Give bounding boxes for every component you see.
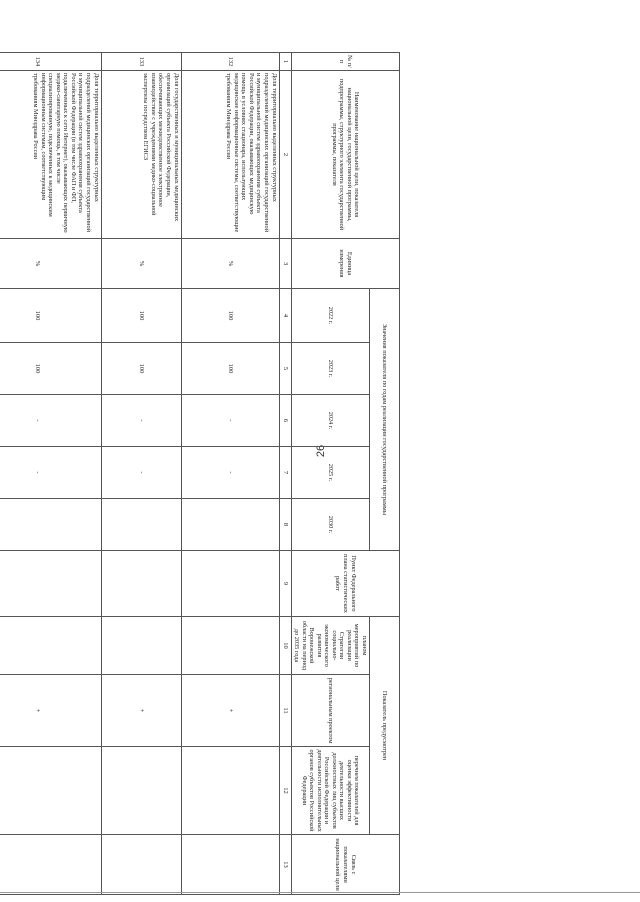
- header-2030: 2030 г.: [291, 499, 369, 551]
- row-2022: 100: [101, 289, 181, 343]
- header-p10: планом мероприятий по реализации Стратегии социально-экономического развития Воронежской области на период до 2035 года: [291, 617, 369, 675]
- header-num: № п/п: [291, 53, 399, 71]
- row-2024: -: [101, 395, 181, 447]
- row-2022: 100: [0, 289, 101, 343]
- colnum: 9: [279, 551, 291, 617]
- row-unit: %: [181, 239, 279, 289]
- row-p10: [101, 617, 181, 675]
- table-row: [101, 53, 181, 895]
- rotated-table-container: [5, 52, 400, 894]
- row-2030: [181, 499, 279, 551]
- header-values-group: Значения показателя по годам реализации государственной программы: [370, 289, 400, 551]
- indicators-table: [0, 52, 400, 895]
- row-p12: [101, 747, 181, 835]
- page-bottom-rule: [0, 892, 640, 893]
- header-2022: 2022 г.: [291, 289, 369, 343]
- column-numbers-row: [279, 53, 291, 895]
- colnum: 5: [279, 343, 291, 395]
- row-fedplan: [181, 551, 279, 617]
- row-link: [181, 835, 279, 895]
- row-2023: 100: [181, 343, 279, 395]
- table-row: [181, 53, 279, 895]
- row-p11: +: [101, 675, 181, 747]
- row-2023: 100: [101, 343, 181, 395]
- colnum: 3: [279, 239, 291, 289]
- colnum: 2: [279, 71, 291, 239]
- row-p12: [0, 747, 101, 835]
- row-p11: +: [0, 675, 101, 747]
- row-p10: [0, 617, 101, 675]
- header-fedplan: Пункт Федерального плана статистических работ: [291, 551, 399, 617]
- row-unit: %: [101, 239, 181, 289]
- colnum: 6: [279, 395, 291, 447]
- table-row: [0, 53, 101, 895]
- row-num: 134: [0, 53, 101, 71]
- colnum: 10: [279, 617, 291, 675]
- row-2025: -: [181, 447, 279, 499]
- header-2025: 2025 г.: [291, 447, 369, 499]
- header-unit: Единица измерения: [291, 239, 399, 289]
- header-2023: 2023 г.: [291, 343, 369, 395]
- header-link: Связь с показателями национальной цели: [291, 835, 399, 895]
- colnum: 1: [279, 53, 291, 71]
- row-p12: [181, 747, 279, 835]
- row-2030: [101, 499, 181, 551]
- row-name: Доля территориально выделенных структурных подразделений медицинских организаций государственной и муниципальной систем здравоохранения субъекта Российской Федерации (в том числе ФАП и ФП, подключенных к сети Интернет), оказывающих первичную медико-санитарную помощь, в том числе специализированную, подключенных к медицинским информационным системам, соответствующим требованиям Минздрава России: [0, 71, 101, 239]
- colnum: 4: [279, 289, 291, 343]
- row-2024: -: [181, 395, 279, 447]
- colnum: 7: [279, 447, 291, 499]
- colnum: 11: [279, 675, 291, 747]
- row-fedplan: [101, 551, 181, 617]
- row-2024: -: [0, 395, 101, 447]
- row-2022: 100: [181, 289, 279, 343]
- row-2030: [0, 499, 101, 551]
- page-number: 26: [315, 444, 327, 458]
- row-p11: +: [181, 675, 279, 747]
- row-link: [0, 835, 101, 895]
- row-num: 132: [181, 53, 279, 71]
- row-2023: 100: [0, 343, 101, 395]
- header-p11: региональным проектом: [291, 675, 369, 747]
- header-p12: перечнем показателей для оценки эффективности деятельности высших должностных лиц субъектов Российской Федерации и деятельности исполнительных органов субъектов Российской Федерации: [291, 747, 369, 835]
- row-fedplan: [0, 551, 101, 617]
- header-row-1: [370, 53, 400, 895]
- header-predus: Показатель предусмотрен: [370, 617, 400, 835]
- row-unit: %: [0, 239, 101, 289]
- row-p10: [181, 617, 279, 675]
- colnum: 12: [279, 747, 291, 835]
- header-2024: 2024 г.: [291, 395, 369, 447]
- row-name: Доля государственных и муниципальных медицинских организаций субъекта Российской Федерации, обеспечивающих межведомственное электронное взаимодействие с учреждениями медико-социальной экспертизы посредством ЕГИСЗ: [101, 71, 181, 239]
- row-2025: -: [0, 447, 101, 499]
- row-link: [101, 835, 181, 895]
- colnum: 13: [279, 835, 291, 895]
- colnum: 8: [279, 499, 291, 551]
- row-2025: -: [101, 447, 181, 499]
- header-name: Наименование национальной цели, показателя национальной цели, государственной программы, подпрограммы, структурного элемента государственной программы, показателя: [291, 71, 399, 239]
- row-name: Доля территориально выделенных структурных подразделений медицинских организаций государственной и муниципальной систем здравоохранения субъекта Российской Федерации, оказывающих медицинскую помощь в условиях стационара, использующих медицинские информационные системы, соответствующие требованиям Минздрава России: [181, 71, 279, 239]
- row-num: 133: [101, 53, 181, 71]
